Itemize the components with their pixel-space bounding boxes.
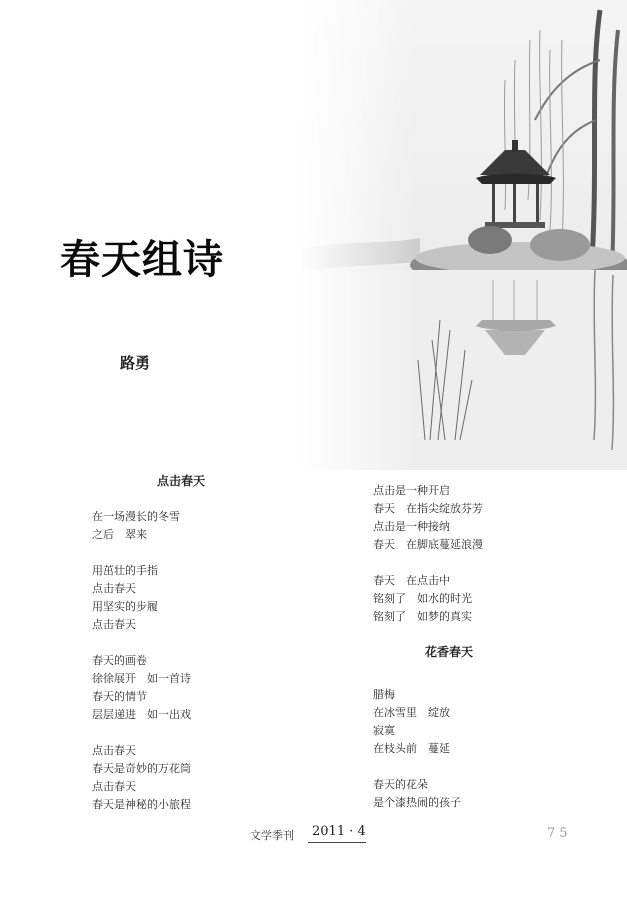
pavilion-lake-icon: [300, 0, 627, 470]
pavilion-lake-illustration: [300, 0, 627, 470]
stanza: [373, 686, 461, 758]
poem-line: 点击是一种开启: [373, 484, 450, 497]
stanza: [92, 652, 191, 724]
poem-line: 点击春天: [92, 780, 136, 793]
poem-line: 在冰雪里 绽放: [373, 706, 450, 719]
stanza: [373, 482, 483, 554]
poem-line: 春天的画卷: [92, 654, 147, 667]
poem-column-left: [92, 508, 191, 832]
section-title-fragrant-spring: 花香春天: [425, 645, 474, 659]
page-number: 75: [547, 826, 572, 841]
poem-line: 之后 翠来: [92, 528, 147, 541]
poem-line: 寂寞: [373, 724, 395, 737]
stanza: [92, 742, 191, 814]
poem-line: 腊梅: [373, 688, 395, 701]
article-author: 路勇: [120, 354, 151, 372]
poem-line: 春天的情节: [92, 690, 147, 703]
poem-line: 春天的花朵: [373, 778, 428, 791]
footer-divider: [308, 842, 366, 843]
stanza: [92, 562, 191, 634]
poem-line: 点击春天: [92, 618, 136, 631]
poem-column-right-2: [373, 686, 461, 830]
poem-line: 点击春天: [92, 582, 136, 595]
section-title-click-spring: 点击春天: [157, 474, 206, 488]
poem-line: 是个漆热闹的孩子: [373, 796, 461, 809]
poem-line: 春天 在指尖绽放芬芳: [373, 502, 483, 515]
poem-line: 春天 在脚底蔓延浪漫: [373, 538, 483, 551]
article-title: 春天组诗: [60, 237, 224, 283]
poem-line: 春天是神秘的小旅程: [92, 798, 191, 811]
poem-column-right: [373, 482, 483, 644]
poem-line: 春天是奇妙的万花筒: [92, 762, 191, 775]
stanza: [92, 508, 191, 544]
issue-number: 2011 · 4: [312, 824, 366, 839]
poem-line: 点击是一种接纳: [373, 520, 450, 533]
poem-line: 点击春天: [92, 744, 136, 757]
poem-line: 用坚实的步履: [92, 600, 158, 613]
poem-line: 春天 在点击中: [373, 574, 450, 587]
poem-line: 在枝头前 蔓延: [373, 742, 450, 755]
poem-line: 层层递进 如一出戏: [92, 708, 191, 721]
stanza: [373, 572, 483, 626]
poem-line: 用茁壮的手指: [92, 564, 158, 577]
stanza: [373, 776, 461, 812]
journal-name: 文学季刊: [250, 829, 294, 842]
poem-line: 铭刻了 如水的时光: [373, 592, 472, 605]
poem-line: 徐徐展开 如一首诗: [92, 672, 191, 685]
poem-line: 在一场漫长的冬雪: [92, 510, 180, 523]
poem-line: 铭刻了 如梦的真实: [373, 610, 472, 623]
